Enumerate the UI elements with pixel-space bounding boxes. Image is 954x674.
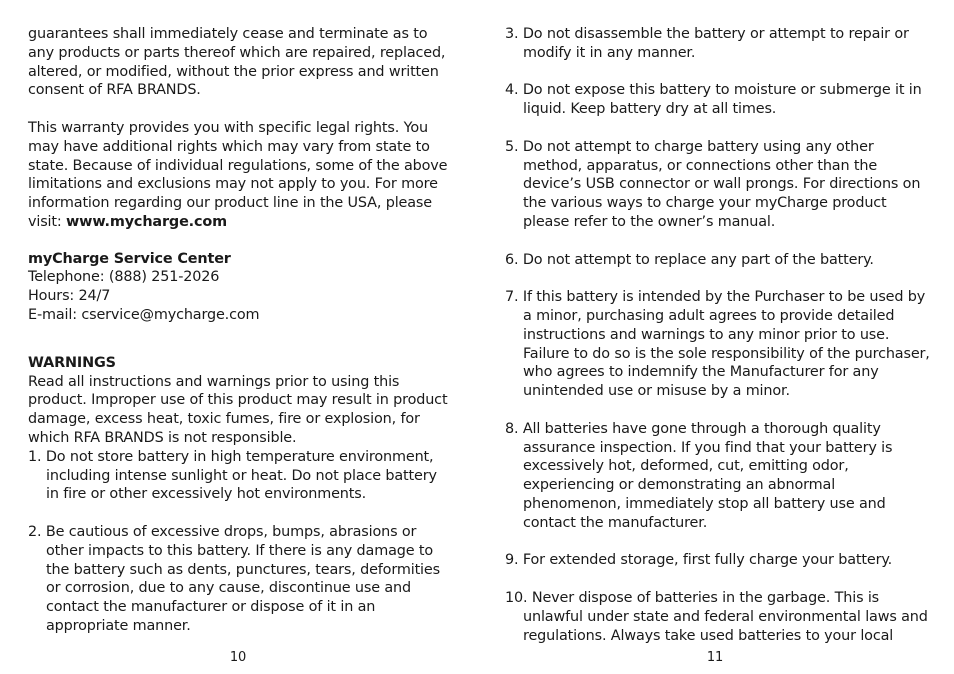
- service-telephone: Telephone: (888) 251-2026: [28, 269, 220, 286]
- right-column: [505, 25, 930, 645]
- right-page: [477, 0, 954, 674]
- warning-item-10: 10. Never dispose of batteries in the garbage. This is unlawful under state and federal environmental laws and regulations. Always take used batteries to your local: [505, 589, 928, 644]
- warning-item-2: 2. Be cautious of excessive drops, bumps, abrasions or other impacts to this battery. If there is any damage to the battery such as dents, punctures, tears, deformities or corrosion, due to any cause, discontinue use and contact the manufacturer or dispose of it in an appropriate manner.: [28, 523, 440, 634]
- service-email: E-mail: cservice@mycharge.com: [28, 306, 260, 323]
- service-center: [28, 250, 453, 325]
- warning-item-4: 4. Do not expose this battery to moisture or submerge it in liquid. Keep battery dry at all times.: [505, 82, 922, 118]
- warranty-rights-text: This warranty provides you with specific legal rights. You may have additional rights which may vary from state to state. Because of individual regulations, some of the above limitations and exclusions may not apply to you. For more information regarding our product line in the USA, please visit:: [28, 119, 448, 230]
- page-number-left: 10: [229, 650, 247, 665]
- service-center-title: myCharge Service Center: [28, 250, 231, 267]
- warning-item-9: 9. For extended storage, first fully charge your battery.: [505, 552, 893, 569]
- warning-item-1: 1. Do not store battery in high temperature environment, including intense sunlight or heat. Do not place battery in fire or other excessively hot environments.: [28, 448, 437, 503]
- warning-item-6: 6. Do not attempt to replace any part of the battery.: [505, 251, 874, 268]
- warnings-intro: Read all instructions and warnings prior to using this product. Improper use of this product may result in product damage, excess heat, toxic fumes, fire or explosion, for which RFA BRANDS is not responsible.: [28, 373, 448, 446]
- warnings-heading: WARNINGS: [28, 354, 116, 371]
- warning-item-7: 7. If this battery is intended by the Purchaser to be used by a minor, purchasing adult agrees to provide detailed instructions and warnings to any minor prior to use. Failure to do so is the sole responsibility of the purchaser, who agrees to indemnify the Manufacturer for any unintended use or misuse by a minor.: [505, 289, 930, 400]
- warning-item-3: 3. Do not disassemble the battery or attempt to repair or modify it in any manner.: [505, 26, 909, 61]
- warnings-section: [28, 354, 453, 636]
- website-link[interactable]: www.mycharge.com: [66, 213, 227, 230]
- warranty-continuation-paragraph: guarantees shall immediately cease and terminate as to any products or parts thereof which are repaired, replaced, altered, or modified, without the prior express and written consent of RFA BRANDS.: [28, 26, 446, 99]
- warning-item-5: 5. Do not attempt to charge battery using any other method, apparatus, or connections other than the device’s USB connector or wall prongs. For directions on the various ways to charge your myCharge product please refer to the owner’s manual.: [505, 138, 921, 230]
- warning-item-8: 8. All batteries have gone through a thorough quality assurance inspection. If you find that your battery is excessively hot, deformed, cut, emitting odor, experiencing or demonstrating an abnormal phenomenon, immediately stop all battery use and contact the manufacturer.: [505, 420, 893, 531]
- warranty-rights-paragraph: [28, 119, 453, 232]
- service-hours: Hours: 24/7: [28, 288, 111, 305]
- left-column: [28, 25, 453, 636]
- page-number-right: 11: [706, 650, 724, 665]
